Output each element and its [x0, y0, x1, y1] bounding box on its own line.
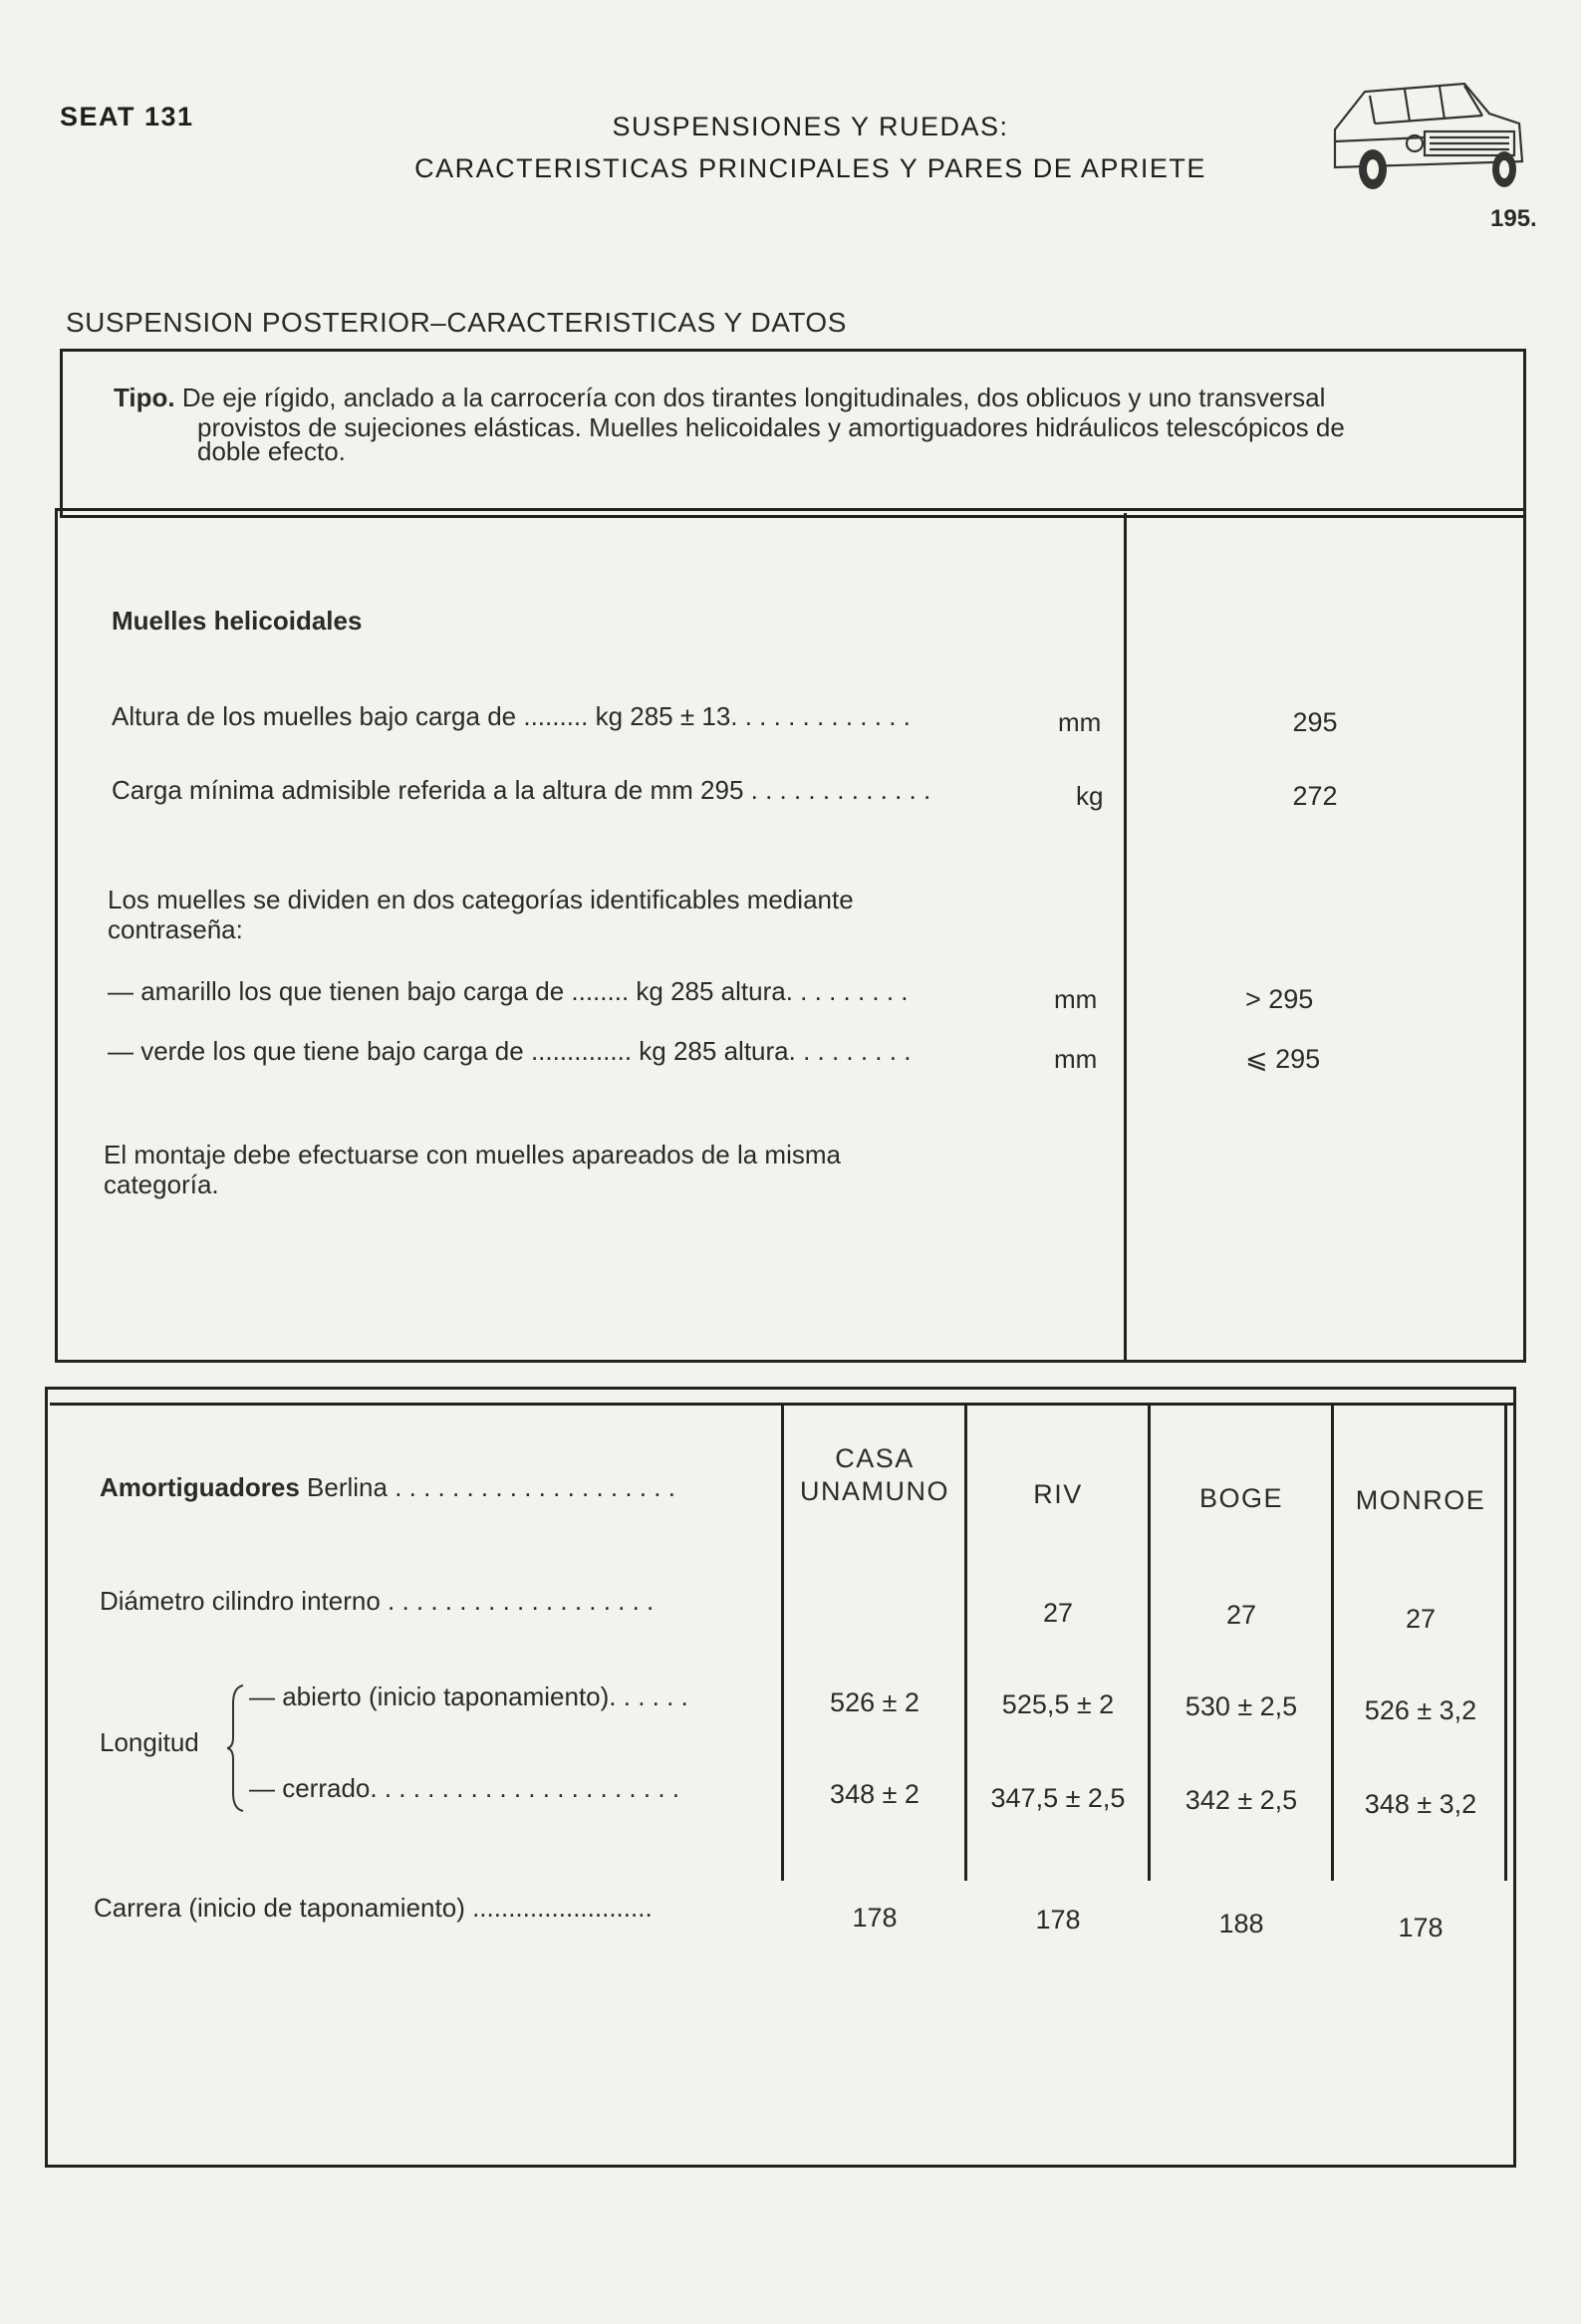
carrera-value-3: 188 — [1218, 1909, 1264, 1938]
categorias-text — [108, 885, 854, 944]
carrera-value-1: 178 — [852, 1903, 898, 1933]
section-title: SUSPENSION POSTERIOR–CARACTERISTICAS Y DATOS — [66, 307, 847, 338]
abierto-value-3: 530 ± 2,5 — [1185, 1691, 1298, 1721]
page-number: 195. — [1490, 205, 1537, 232]
cerrado-value-1: 348 ± 2 — [830, 1779, 920, 1809]
brand-header-2 — [968, 1478, 1148, 1511]
categorias-line2: contraseña: — [108, 914, 243, 944]
muelles-row1-value: 295 — [1292, 707, 1338, 737]
carrera-label: Carrera (inicio de taponamiento) ......................... — [94, 1893, 653, 1923]
brand-1-line1: CASA — [835, 1443, 915, 1473]
verde-value: ⩽ 295 — [1245, 1044, 1321, 1074]
muelles-title: Muelles helicoidales — [112, 606, 363, 636]
brand-header-1 — [785, 1442, 964, 1508]
col-divider-2 — [964, 1403, 967, 1881]
amortiguadores-title-rest: Berlina . . . . . . . . . . . . . . . . . . . . — [307, 1472, 675, 1502]
tipo-line1: De eje rígido, anclado a la carrocería con dos tirantes longitudinales, dos oblicuos y uno transversal — [181, 383, 1326, 412]
tipo-text — [114, 383, 1508, 466]
abierto-label: — abierto (inicio taponamiento). . . . . . — [249, 1681, 688, 1711]
muelles-row2-value: 272 — [1292, 781, 1338, 811]
brand-3-name: BOGE — [1198, 1483, 1284, 1513]
amortiguadores-title-bold: Amortiguadores — [100, 1472, 300, 1502]
col-divider-3 — [1148, 1403, 1151, 1881]
header-title-line1: SUSPENSIONES Y RUEDAS: — [612, 112, 1009, 141]
cerrado-value-3: 342 ± 2,5 — [1185, 1785, 1298, 1815]
montaje-line1: El montaje debe efectuarse con muelles apareados de la misma — [104, 1140, 841, 1169]
brand-label: SEAT 131 — [60, 102, 194, 131]
abierto-value-4: 526 ± 3,2 — [1364, 1695, 1477, 1725]
amarillo-unit: mm — [1054, 984, 1098, 1014]
cerrado-value-2: 347,5 ± 2,5 — [990, 1783, 1126, 1813]
cerrado-label: — cerrado. . . . . . . . . . . . . . . . . . . . . . — [249, 1773, 679, 1803]
muelles-row1-label: Altura de los muelles bajo carga de ......... kg 285 ± 13. . . . . . . . . . . . . — [112, 701, 911, 731]
col-divider-1 — [781, 1403, 784, 1881]
brand-1-line2: UNAMUNO — [800, 1476, 949, 1506]
carrera-value-4: 178 — [1398, 1913, 1444, 1942]
tipo-line3: doble efecto. — [197, 436, 346, 466]
amortiguadores-title — [100, 1472, 675, 1503]
brand-header-4 — [1335, 1484, 1506, 1517]
header-title-line2: CARACTERISTICAS PRINCIPALES Y PARES DE APRIETE — [414, 153, 1206, 183]
muelles-row2-unit: kg — [1076, 781, 1104, 811]
muelles-divider — [1124, 513, 1127, 1360]
abierto-value-2: 525,5 ± 2 — [1001, 1689, 1115, 1719]
amarillo-value: > 295 — [1245, 984, 1314, 1014]
diametro-value-4: 27 — [1405, 1604, 1437, 1634]
verde-unit: mm — [1054, 1044, 1098, 1074]
montaje-text — [104, 1140, 841, 1199]
muelles-row2-label: Carga mínima admisible referida a la altura de mm 295 . . . . . . . . . . . . . — [112, 775, 931, 805]
brand-2-name: RIV — [1033, 1479, 1083, 1509]
verde-label: — verde los que tiene bajo carga de .............. kg 285 altura. . . . . . . . . — [108, 1036, 912, 1066]
cerrado-value-4: 348 ± 3,2 — [1364, 1789, 1477, 1819]
longitud-brace — [227, 1683, 247, 1813]
categorias-line1: Los muelles se dividen en dos categorías identificables mediante — [108, 885, 854, 914]
brand-4-name: MONROE — [1355, 1485, 1486, 1515]
carrera-value-2: 178 — [1035, 1905, 1081, 1935]
montaje-line2: categoría. — [104, 1169, 219, 1199]
amarillo-label: — amarillo los que tienen bajo carga de ........ kg 285 altura. . . . . . . . . — [108, 976, 909, 1006]
diametro-value-2: 27 — [1042, 1598, 1074, 1628]
tipo-line2: provistos de sujeciones elásticas. Muelles helicoidales y amortiguadores hidráulicos telescópicos de — [197, 412, 1345, 442]
car-icon — [1315, 72, 1534, 201]
muelles-row1-unit: mm — [1058, 707, 1102, 737]
longitud-label: Longitud — [100, 1727, 199, 1757]
diametro-label: Diámetro cilindro interno . . . . . . . . . . . . . . . . . . . — [100, 1586, 655, 1616]
abierto-value-1: 526 ± 2 — [830, 1687, 920, 1717]
brand-header-3 — [1152, 1482, 1331, 1515]
col-divider-4 — [1331, 1403, 1334, 1881]
tipo-label: Tipo. — [114, 383, 175, 412]
diametro-value-3: 27 — [1225, 1600, 1257, 1630]
